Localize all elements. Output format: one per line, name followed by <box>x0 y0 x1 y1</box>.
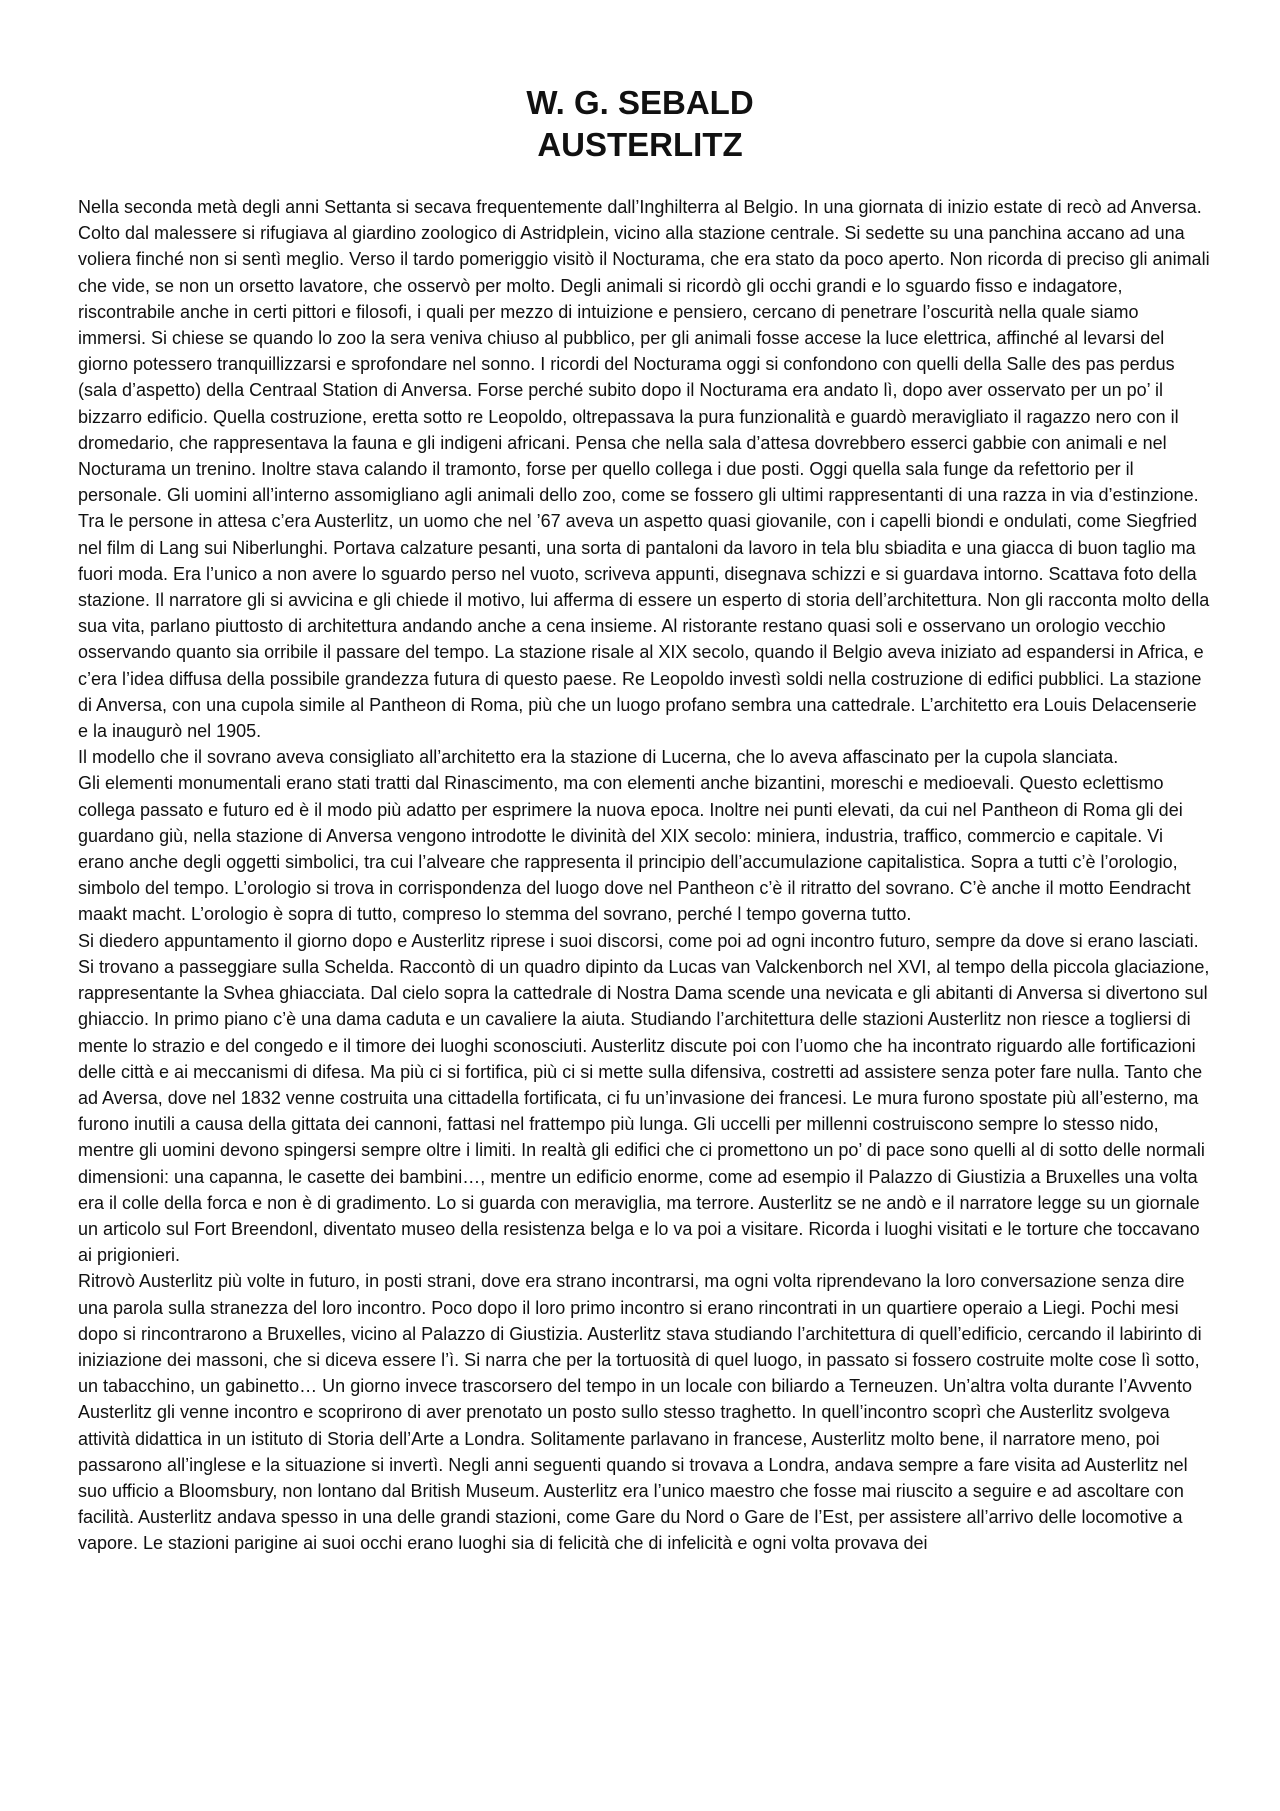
document-body <box>78 194 1210 1557</box>
book-title-heading: AUSTERLITZ <box>537 126 743 163</box>
paragraph: Ritrovò Austerlitz più volte in futuro, in posti strani, dove era strano incontrarsi, ma ogni volta riprendevano la loro conversazione senza dire una parola sulla stranezza del loro incontro. Poco dopo il loro primo incontro si erano rincontrati in un quartiere operaio a Liegi. Pochi mesi dopo si rincontrarono a Bruxelles, vicino al Palazzo di Giustizia. Austerlitz stava studiando l’architettura di quell’edificio, cercando il labirinto di iniziazione dei massoni, che si diceva essere l’ì. Si narra che per la tortuosità di quel luogo, in passato si fossero costruite molte cose lì sotto, un tabacchino, un gabinetto… Un giorno invece trascorsero del tempo in un locale con biliardo a Terneuzen. Un’altra volta durante l’Avvento Austerlitz gli venne incontro e scoprirono di aver prenotato un posto sullo stesso traghetto. In quell’incontro scoprì che Austerlitz svolgeva attività didattica in un istituto di Storia dell’Arte a Londra. Solitamente parlavano in francese, Austerlitz molto bene, il narratore meno, poi passarono all’inglese e la situazione si invertì. Negli anni seguenti quando si trovava a Londra, andava sempre a fare visita ad Austerlitz nel suo ufficio a Bloomsbury, non lontano dal British Museum. Austerlitz era l’unico maestro che fosse mai riuscito a seguire e ad ascoltare con facilità. Austerlitz andava spesso in una delle grandi stazioni, come Gare du Nord o Gare de l’Est, per assistere all’arrivo delle locomotive a vapore. Le stazioni parigine ai suoi occhi erano luoghi sia di felicità che di infelicità e ogni volta provava dei <box>78 1271 1202 1554</box>
author-heading: W. G. SEBALD <box>526 84 754 121</box>
document-title-block <box>0 82 1280 166</box>
paragraph: Nella seconda metà degli anni Settanta si secava frequentemente dall’Inghilterra al Belgio. In una giornata di inizio estate di recò ad Anversa. Colto dal malessere si rifugiava al giardino zoologico di Astridplein, vicino alla stazione centrale. Si sedette su una panchina accano ad una voliera finché non si sentì meglio. Verso il tardo pomeriggio visitò il Nocturama, che era stato da poco aperto. Non ricorda di preciso gli animali che vide, se non un orsetto lavatore, che osservò per molto. Degli animali si ricordò gli occhi grandi e lo sguardo fisso e indagatore, riscontrabile anche in certi pittori e filosofi, i quali per mezzo di intuizione e pensiero, cercano di penetrare l’oscurità nella quale siamo immersi. Si chiese se quando lo zoo la sera veniva chiuso al pubblico, per gli animali fosse accese la luce elettrica, affinché al levarsi del giorno potessero tranquillizzarsi e sprofondare nel sonno. I ricordi del Nocturama oggi si confondono con quelli della Salle des pas perdus (sala d’aspetto) della Centraal Station di Anversa. Forse perché subito dopo il Nocturama era andato lì, dopo aver osservato per un po’ il bizzarro edificio. Quella costruzione, eretta sotto re Leopoldo, oltrepassava la pura funzionalità e guardò meravigliato il ragazzo nero con il dromedario, che rappresentava la fauna e gli indigeni africani. Pensa che nella sala d’attesa dovrebbero esserci gabbie con animali e nel Nocturama un trenino. Inoltre stava calando il tramonto, forse per quello collega i due posti. Oggi quella sala funge da refettorio per il personale. Gli uomini all’interno assomigliano agli animali dello zoo, come se fossero gli ultimi rappresentanti di una razza in via d’estinzione. Tra le persone in attesa c’era Austerlitz, un uomo che nel ’67 aveva un aspetto quasi giovanile, con i capelli biondi e ondulati, come Siegfried nel film di Lang sui Niberlunghi. Portava calzature pesanti, una sorta di pantaloni da lavoro in tela blu sbiadita e una giacca di buon taglio ma fuori moda. Era l’unico a non avere lo sguardo perso nel vuoto, scriveva appunti, disegnava schizzi e si guardava intorno. Scattava foto della stazione. Il narratore gli si avvicina e gli chiede il motivo, lui afferma di essere un esperto di storia dell’architettura. Non gli racconta molto della sua vita, parlano piuttosto di architettura andando anche a cena insieme. Al ristorante restano quasi soli e osservano un orologio vecchio osservando quanto sia orribile il passare del tempo. La stazione risale al XIX secolo, quando il Belgio aveva iniziato ad espandersi in Africa, e c’era l’idea diffusa della possibile grandezza futura di questo paese. Re Leopoldo investì soldi nella costruzione di edifici pubblici. La stazione di Anversa, con una cupola simile al Pantheon di Roma, più che un luogo profano sembra una cattedrale. L’architetto era Louis Delacenserie e la inaugurò nel 1905. <box>78 197 1210 742</box>
paragraph: Gli elementi monumentali erano stati tratti dal Rinascimento, ma con elementi anche bizantini, moreschi e medioevali. Questo eclettismo collega passato e futuro ed è il modo più adatto per esprimere la nuova epoca. Inoltre nei punti elevati, da cui nel Pantheon di Roma gli dei guardano giù, nella stazione di Anversa vengono introdotte le divinità del XIX secolo: miniera, industria, traffico, commercio e capitale. Vi erano anche degli oggetti simbolici, tra cui l’alveare che rappresenta il principio dell’accumulazione capitalistica. Sopra a tutti c’è l’orologio, simbolo del tempo. L’orologio si trova in corrispondenza del luogo dove nel Pantheon c’è il ritratto del sovrano. C’è anche il motto Eendracht maakt macht. L’orologio è sopra di tutto, compreso lo stemma del sovrano, perché l tempo governa tutto. <box>78 773 1191 925</box>
paragraph: Si diedero appuntamento il giorno dopo e Austerlitz riprese i suoi discorsi, come poi ad ogni incontro futuro, sempre da dove si erano lasciati. Si trovano a passeggiare sulla Schelda. Raccontò di un quadro dipinto da Lucas van Valckenborch nel XVI, al tempo della piccola glaciazione, rappresentante la Svhea ghiacciata. Dal cielo sopra la cattedrale di Nostra Dama scende una nevicata e gli abitanti di Anversa si divertono sul ghiaccio. In primo piano c’è una dama caduta e un cavaliere la aiuta. Studiando l’architettura delle stazioni Austerlitz non riesce a togliersi di mente lo strazio e del congedo e il timore dei luoghi sconosciuti. Austerlitz discute poi con l’uomo che ha incontrato riguardo alle fortificazioni delle città e ai meccanismi di difesa. Ma più ci si fortifica, più ci si mette sulla difensiva, costretti ad assistere senza poter fare nulla. Tanto che ad Aversa, dove nel 1832 venne costruita una cittadella fortificata, ci fu un’invasione dei francesi. Le mura furono spostate più all’esterno, ma furono inutili a causa della gittata dei cannoni, fattasi nel frattempo più lunga. Gli uccelli per millenni costruiscono sempre lo stesso nido, mentre gli uomini devono spingersi sempre oltre i limiti. In realtà gli edifici che ci promettono un po’ di pace sono quelli al di sotto delle normali dimensioni: una capanna, le casette dei bambini…, mentre un edificio enorme, come ad esempio il Palazzo di Giustizia a Bruxelles una volta era il colle della forca e non è di gradimento. Lo si guarda con meraviglia, ma terrore. Austerlitz se ne andò e il narratore legge su un giornale un articolo sul Fort Breendonl, diventato museo della resistenza belga e lo va poi a visitare. Ricorda i luoghi visitati e le torture che toccavano ai prigionieri. <box>78 930 1210 1266</box>
paragraph: Il modello che il sovrano aveva consigliato all’architetto era la stazione di Lucerna, che lo aveva affascinato per la cupola slanciata. <box>78 747 1119 768</box>
